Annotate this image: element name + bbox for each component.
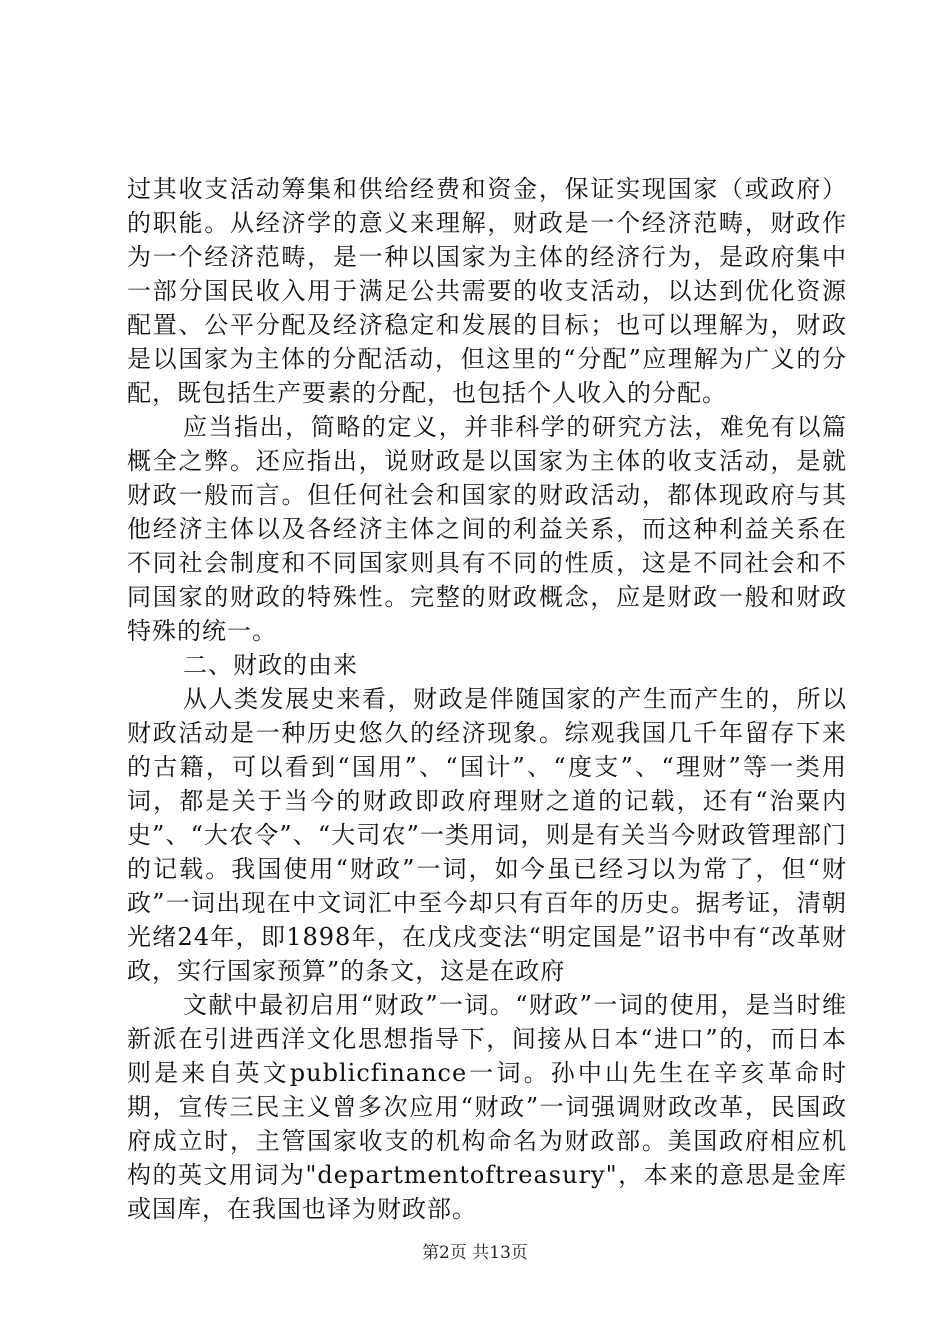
- section-heading-origin: 二、财政的由来: [183, 651, 358, 679]
- paragraph-definition-remarks: 应当指出，简略的定义，并非科学的研究方法，难免有以篇概全之弊。还应指出，说财政是以国家为主体的收支活动，是就财政一般而言。但任何社会和国家的财政活动，都体现政府与其他经济主体以及各经济主体之间的利益关系，而这种利益关系在不同社会制度和不同国家则具有不同的性质，这是不同社会和不同国家的财政的特殊性。完整的财政概念，应是财政一般和财政特殊的统一。: [127, 413, 847, 645]
- paragraph-term-usage: 文献中最初启用“财政”一词。“财政”一词的使用，是当时维新派在引进西洋文化思想指导下，间接从日本“进口”的，而日本则是来自英文publicfinance一词。孙中山先生在辛亥革命时期，宣传三民主义曾多次应用“财政”一词强调财政改革，民国政府成立时，主管国家收支的机构命名为财政部。美国政府相应机构的英文用词为"departmentoftreasury"，本来的意思是金库或国库，在我国也译为财政部。: [127, 991, 847, 1223]
- page-number-footer: 第2页 共13页: [422, 1243, 528, 1263]
- document-body: [127, 172, 847, 1226]
- paragraph-origin-history: 从人类发展史来看，财政是伴随国家的产生而产生的，所以财政活动是一种历史悠久的经济现象。综观我国几千年留存下来的古籍，可以看到“国用”、“国计”、“度支”、“理财”等一类用词，都是关于当今的财政即政府理财之道的记载，还有“治粟内史”、“大农令”、“大司农”一类用词，则是有关当今财政管理部门的记载。我国使用“财政”一词，如今虽已经习以为常了，但“财政”一词出现在中文词汇中至今却只有百年的历史。据考证，清朝光绪24年，即1898年，在戊戌变法“明定国是”诏书中有“改革财政，实行国家预算”的条文，这是在政府: [127, 685, 847, 985]
- paragraph-definition-continued: 过其收支活动筹集和供给经费和资金，保证实现国家（或政府）的职能。从经济学的意义来理解，财政是一个经济范畴，财政作为一个经济范畴，是一种以国家为主体的经济行为，是政府集中一部分国民收入用于满足公共需要的收支活动，以达到优化资源配置、公平分配及经济稳定和发展的目标；也可以理解为，财政是以国家为主体的分配活动，但这里的“分配”应理解为广义的分配，既包括生产要素的分配，也包括个人收入的分配。: [127, 175, 847, 407]
